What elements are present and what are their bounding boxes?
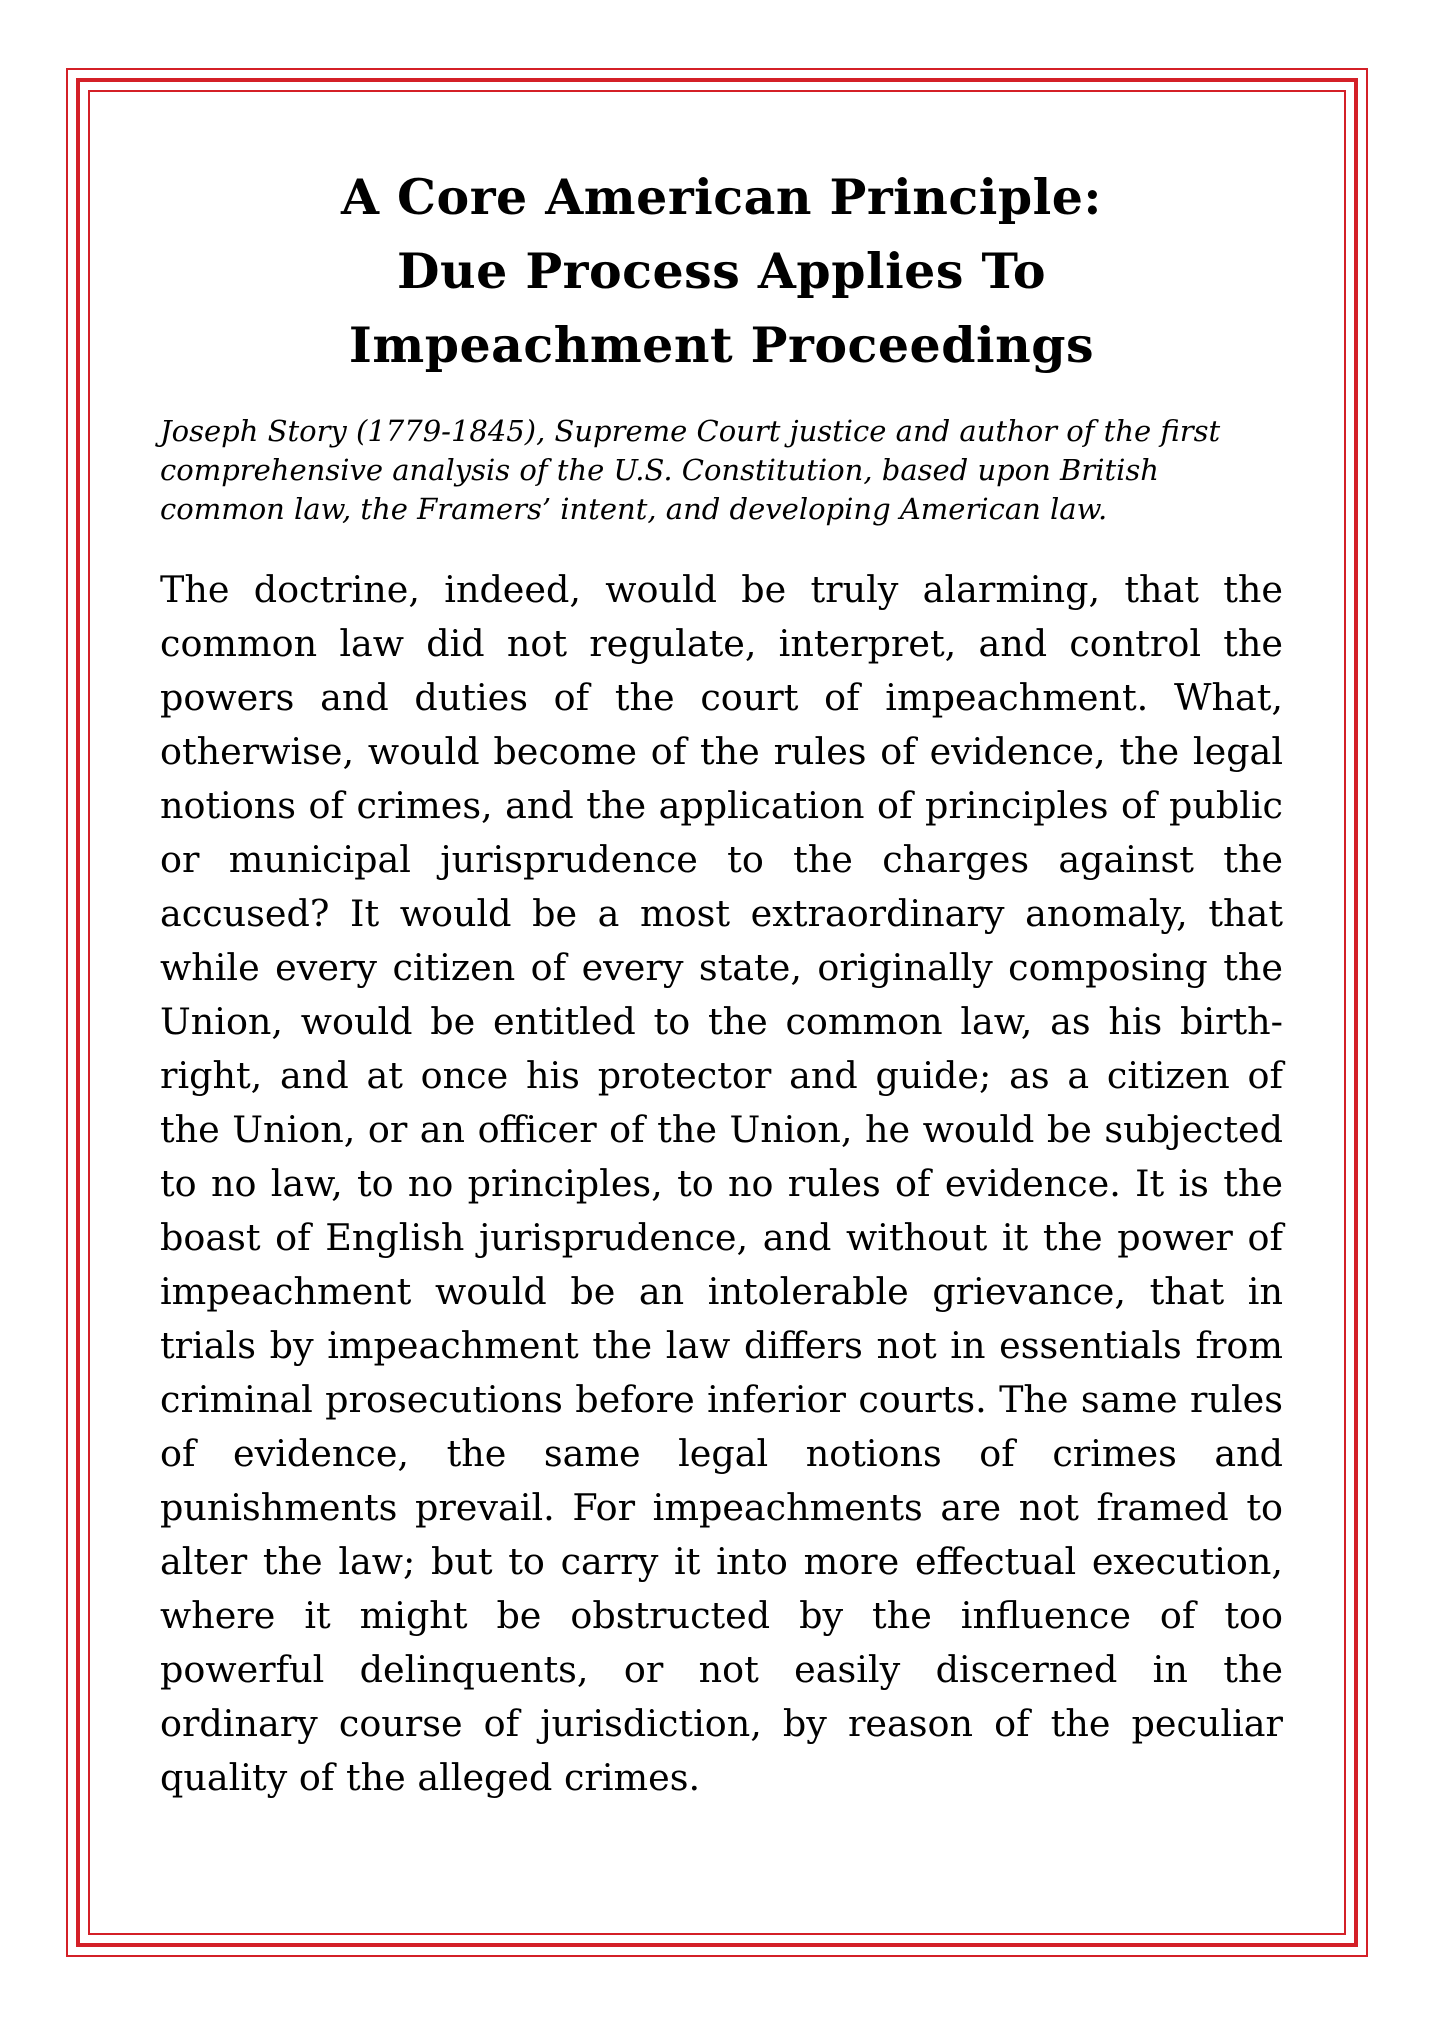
attribution-text: Joseph Story (1779-1845), Supreme Court justice and author of the first comprehensive analysis of the U.S. Constitution, based upon British common law, the Framers’ intent, and developing American law. [160, 414, 1221, 526]
title-line: Impeachment Proceedings [348, 316, 1095, 374]
title-line: Due Process Applies To [396, 242, 1047, 300]
document-content [160, 160, 1283, 1805]
quote-body: The doctrine, indeed, would be truly alarming, that the common law did not regulate, interpret, and control the powers and duties of the court of impeachment. What, otherwise, would become of the rules of evidence, the legal notions of crimes, and the application of principles of public or municipal jurisprudence to the charges against the accused? It would be a most extraordinary anomaly, that while every citizen of every state, originally composing the Union, would be entitled to the common law, as his birth-right, and at once his protector and guide; as a citizen of the Union, or an officer of the Union, he would be subjected to no law, to no principles, to no rules of evidence. It is the boast of English jurisprudence, and without it the power of impeachment would be an intolerable grievance, that in trials by impeachment the law differs not in essentials from criminal prosecutions before inferior courts. The same rules of evidence, the same legal notions of crimes and punishments prevail. For impeachments are not framed to alter the law; but to carry it into more effectual execution, where it might be obstructed by the influence of too powerful delinquents, or not easily discerned in the ordinary course of jurisdiction, by reason of the peculiar quality of the alleged crimes. [160, 568, 1283, 1799]
page-title [160, 160, 1283, 382]
title-line: A Core American Principle: [340, 168, 1103, 226]
